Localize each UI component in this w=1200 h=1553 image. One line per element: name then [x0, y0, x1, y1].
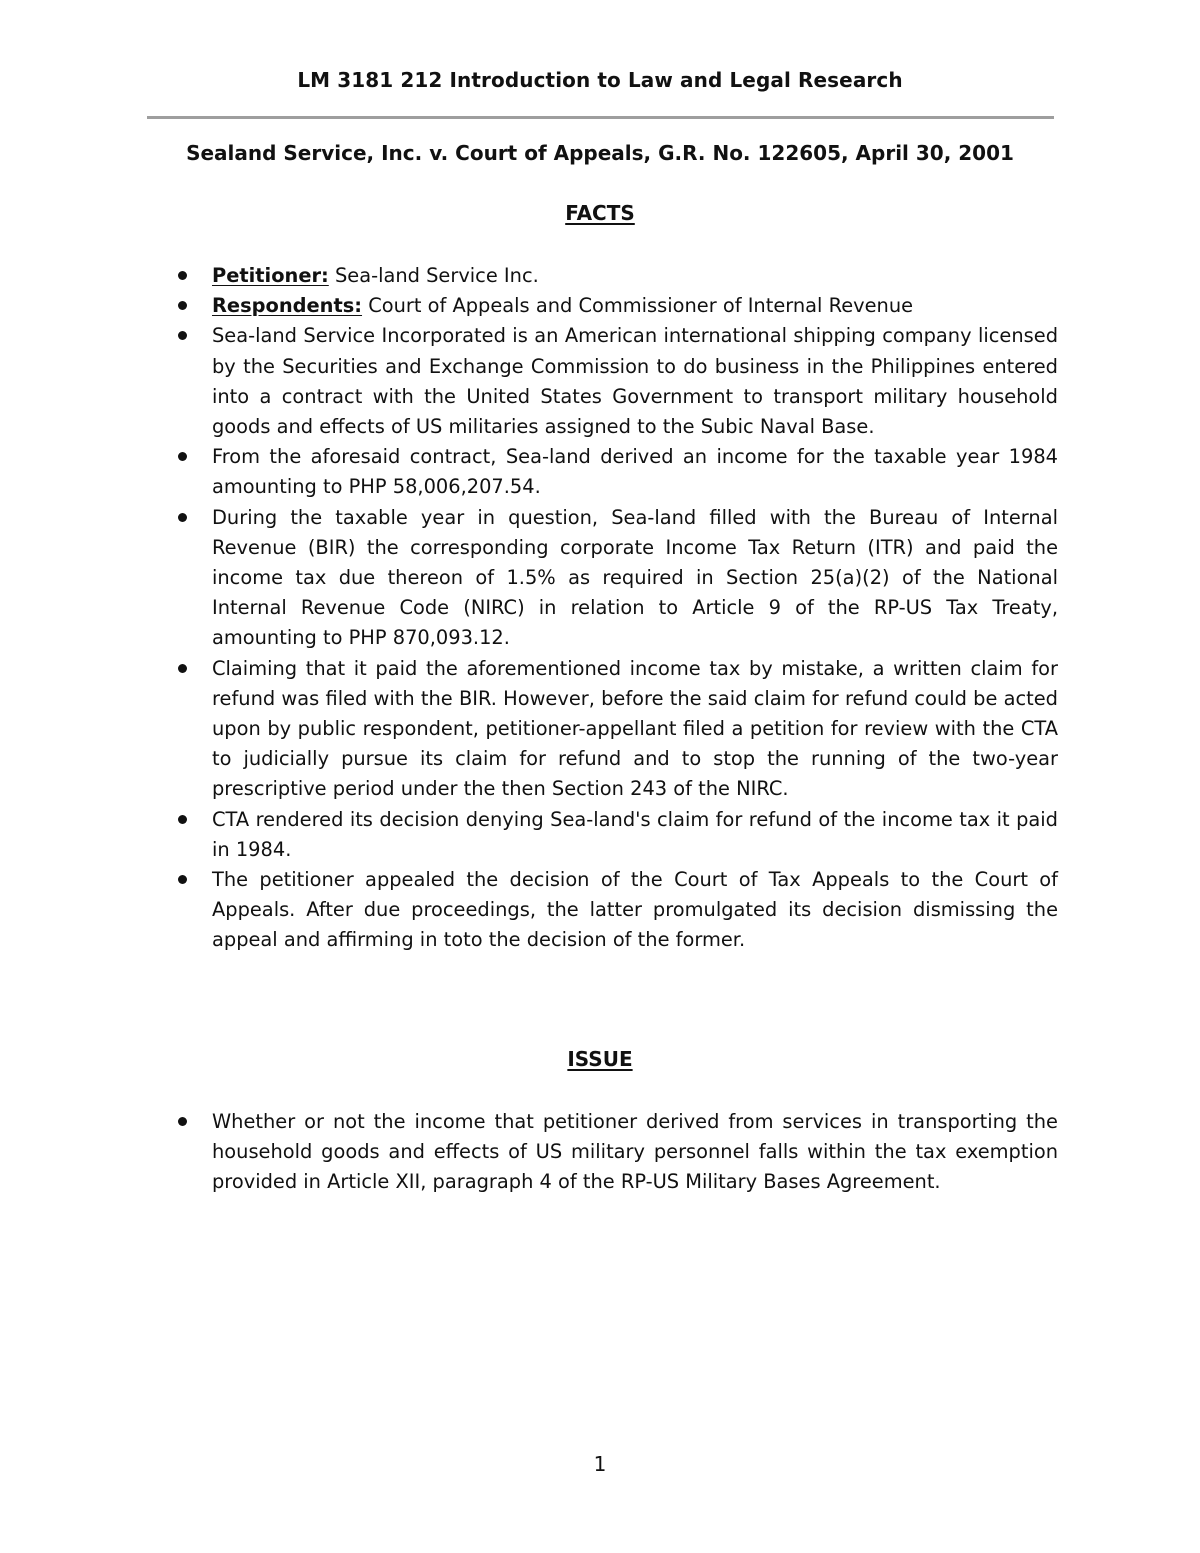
bullet-icon: [178, 513, 187, 522]
facts-item-text: Claiming that it paid the aforementioned income tax by mistake, a written claim for refund was filed with the BIR. However, before the said claim for refund could be acted upon by public respondent, petitioner-appellant filed a petition for review with the CTA to judicially pursue its claim for refund and to stop the running of the two-year prescriptive period under the then Section 243 of the NIRC.: [212, 656, 1058, 801]
facts-item-text: During the taxable year in question, Sea-land filled with the Bureau of Internal Revenue (BIR) the corresponding corporate Income Tax Return (ITR) and paid the income tax due thereon of 1.5% as required in Section 25(a)(2) of the National Internal Revenue Code (NIRC) in relation to Article 9 of the RP-US Tax Treaty, amounting to PHP 870,093.12.: [212, 505, 1058, 650]
header-divider: [147, 116, 1054, 119]
facts-heading: FACTS: [565, 201, 635, 225]
respondents-value: Court of Appeals and Commissioner of Internal Revenue: [362, 294, 914, 318]
facts-item: [212, 321, 1058, 442]
bullet-icon: [178, 664, 187, 673]
facts-item-petitioner: [212, 261, 1058, 291]
bullet-icon: [178, 452, 187, 461]
bullet-icon: [178, 301, 187, 310]
facts-item: [212, 805, 1058, 865]
facts-item-text: CTA rendered its decision denying Sea-land's claim for refund of the income tax it paid in 1984.: [212, 807, 1058, 861]
facts-item: [212, 442, 1058, 502]
facts-list: [212, 261, 1058, 956]
issue-item: [212, 1107, 1058, 1198]
issue-list: [212, 1107, 1058, 1198]
facts-item: [212, 654, 1058, 805]
bullet-icon: [178, 1117, 187, 1126]
page-number: 1: [593, 1452, 607, 1476]
bullet-icon: [178, 815, 187, 824]
facts-item-respondents: [212, 291, 1058, 321]
facts-item-text: The petitioner appealed the decision of the Court of Tax Appeals to the Court of Appeals. After due proceedings, the latter promulgated its decision dismissing the appeal and affirming in toto the decision of the former.: [212, 868, 1058, 952]
course-header-title: LM 3181 212 Introduction to Law and Legal Research: [297, 68, 903, 92]
petitioner-label: Petitioner:: [212, 264, 329, 287]
facts-item: [212, 503, 1058, 654]
bullet-icon: [178, 331, 187, 340]
respondents-label: Respondents:: [212, 294, 363, 318]
case-title: Sealand Service, Inc. v. Court of Appeals, G.R. No. 122605, April 30, 2001: [186, 141, 1014, 165]
issue-item-text: Whether or not the income that petitioner derived from services in transporting the household goods and effects of US military personnel falls within the tax exemption provided in Article XII, paragraph 4 of the RP-US Military Bases Agreement.: [212, 1110, 1058, 1194]
facts-item: [212, 865, 1058, 956]
bullet-icon: [178, 875, 187, 884]
issue-heading: ISSUE: [567, 1047, 633, 1071]
facts-item-text: From the aforesaid contract, Sea-land derived an income for the taxable year 1984 amounting to PHP 58,006,207.54.: [212, 445, 1058, 499]
bullet-icon: [178, 271, 187, 280]
petitioner-value: Sea-land Service Inc.: [328, 264, 539, 287]
facts-item-text: Sea-land Service Incorporated is an American international shipping company licensed by the Securities and Exchange Commission to do business in the Philippines entered into a contract with the United States Government to transport military household goods and effects of US militaries assigned to the Subic Naval Base.: [212, 324, 1058, 439]
